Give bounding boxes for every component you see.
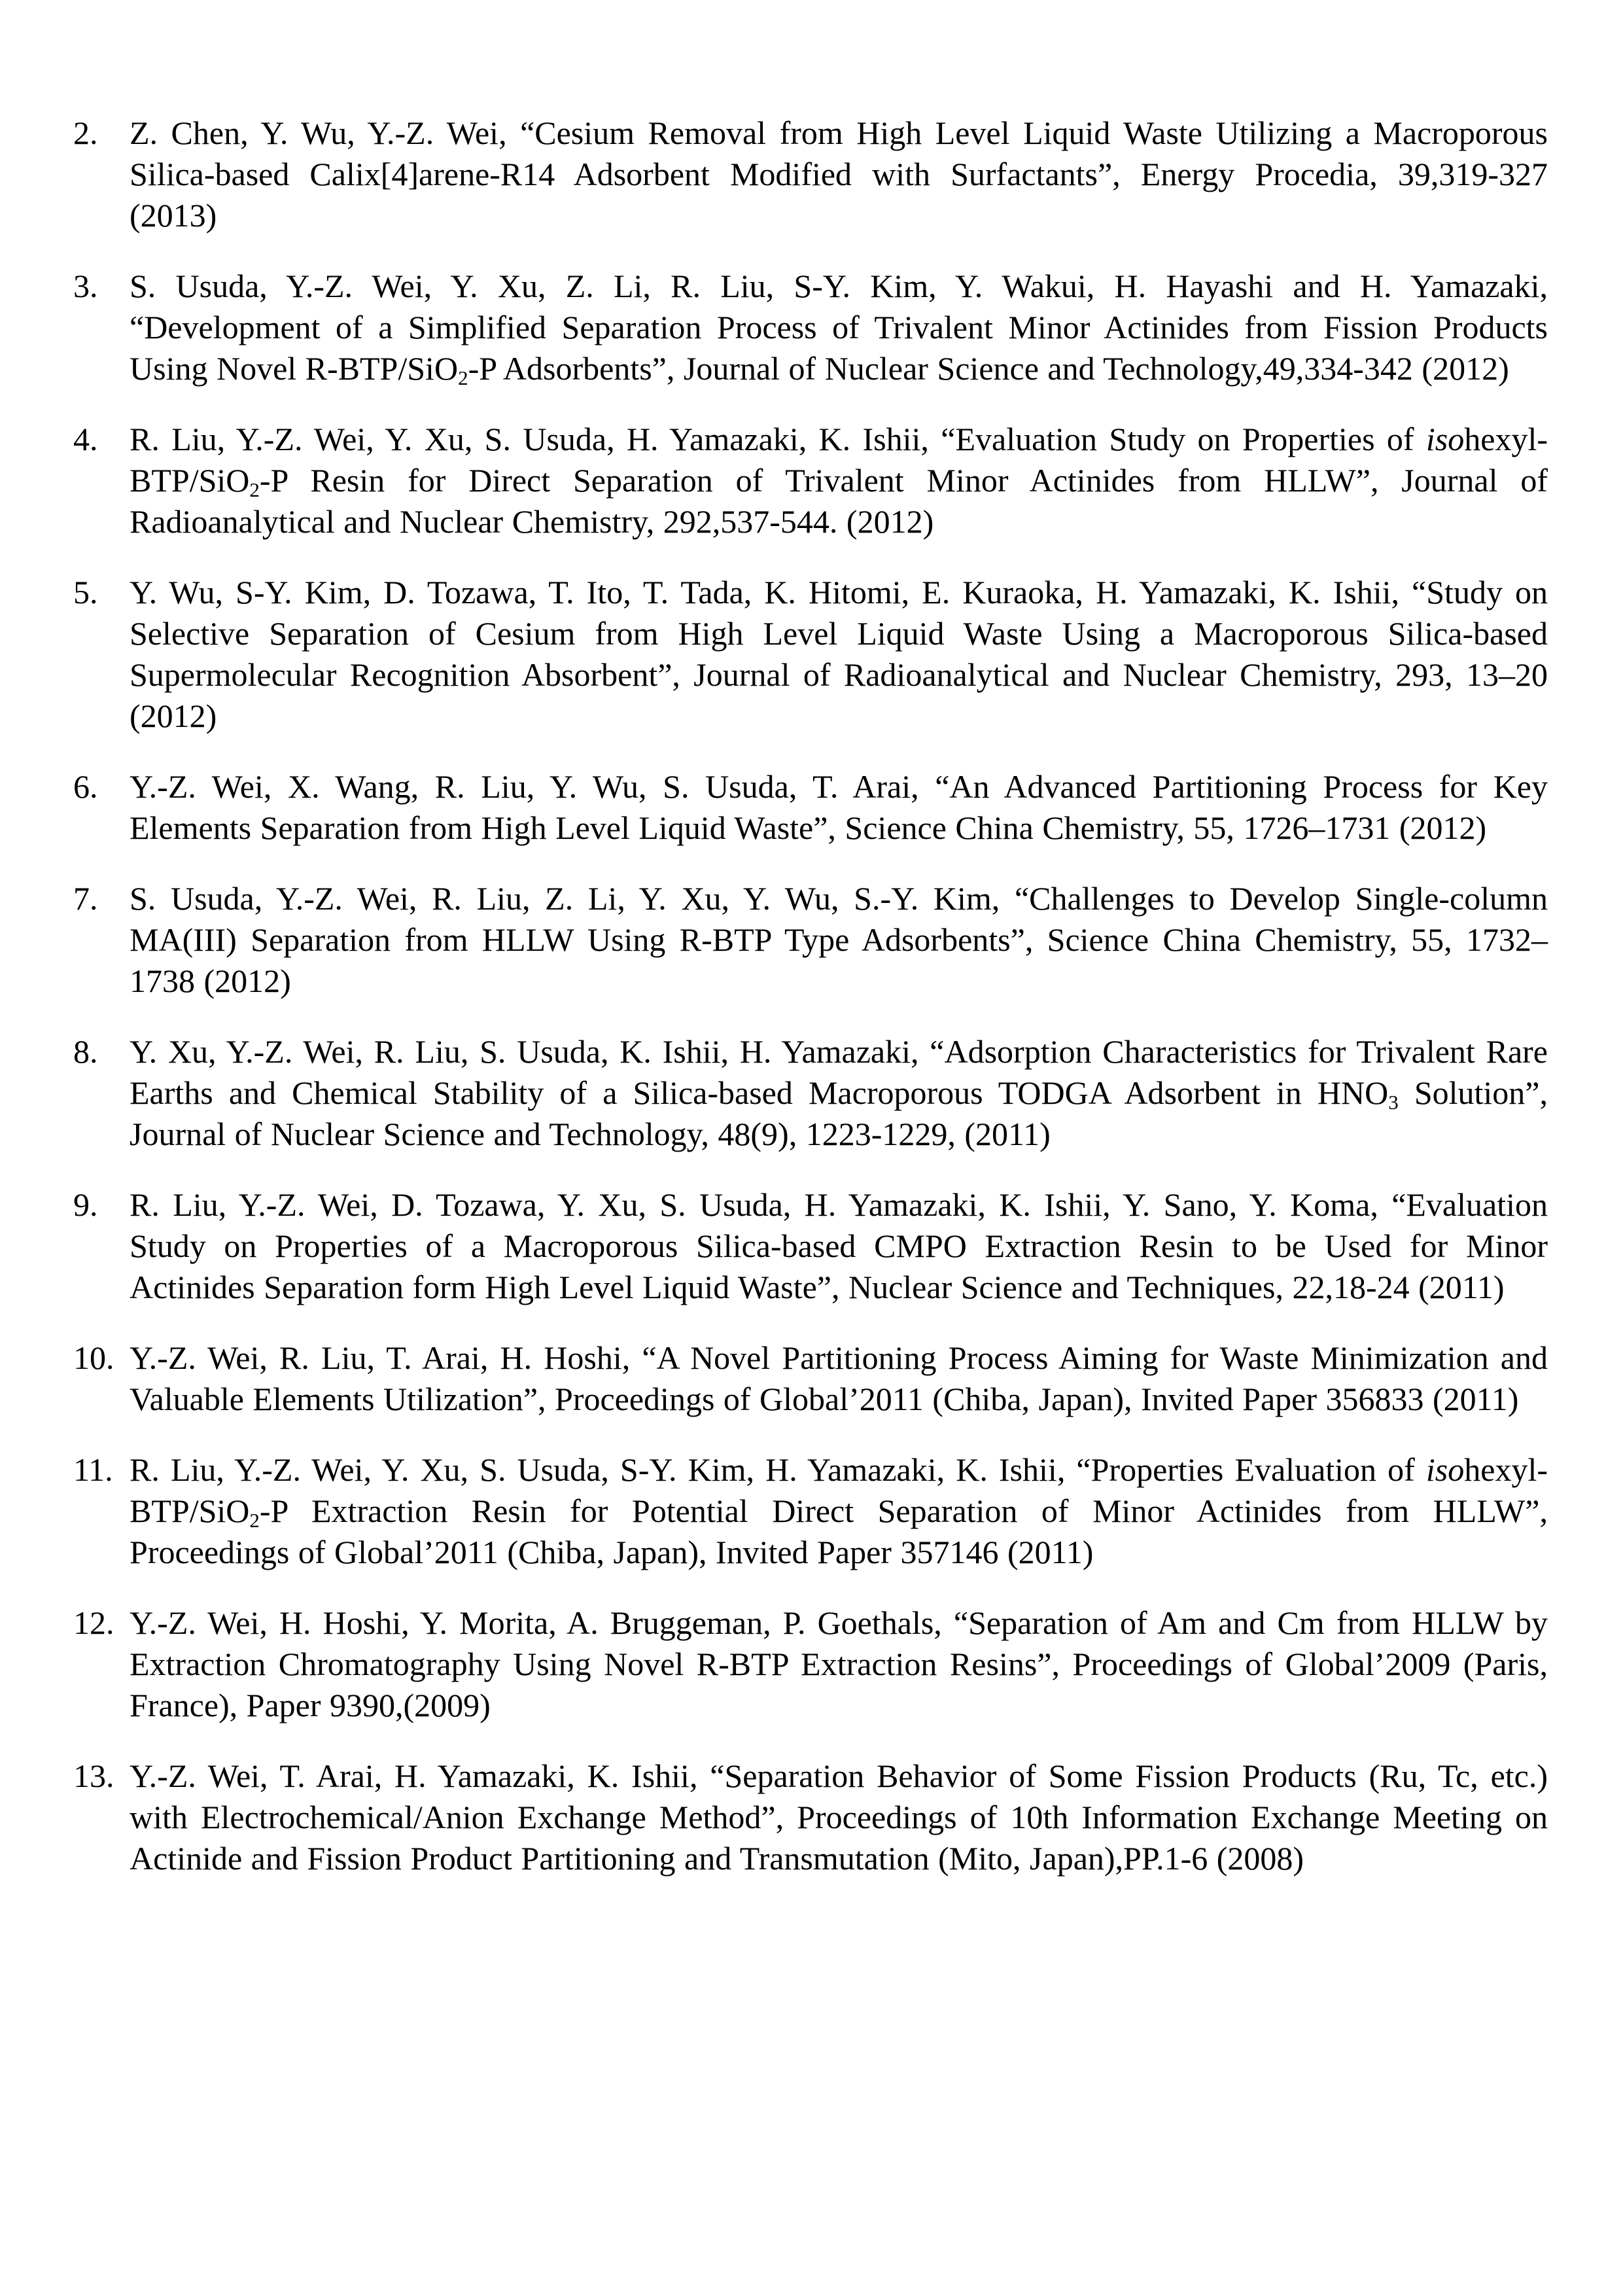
reference-text xyxy=(130,1757,1548,1877)
reference-item xyxy=(73,572,1548,737)
reference-number: 3. xyxy=(73,268,98,304)
text-segment: R. Liu, Y.-Z. Wei, Y. Xu, S. Usuda, H. Yamazaki, K. Ishii, “Evaluation Study on Properties of xyxy=(130,421,1426,457)
reference-number: 4. xyxy=(73,421,98,457)
reference-text xyxy=(130,1451,1548,1570)
reference-text xyxy=(130,268,1548,387)
reference-item xyxy=(73,878,1548,1002)
text-segment: hexyl-BTP/SiO xyxy=(130,1451,1548,1529)
reference-item xyxy=(73,266,1548,389)
reference-number: 12. xyxy=(73,1604,114,1641)
reference-text xyxy=(130,115,1548,234)
reference-item xyxy=(73,1337,1548,1420)
text-segment: Y. Wu, S-Y. Kim, D. Tozawa, T. Ito, T. Tada, K. Hitomi, E. Kuraoka, H. Yamazaki, K. Ishii, “Study on Selective Separation of Cesium from High Level Liquid Waste Using a Macroporous Silica-based Supermolecular Recognition Absorbent”, Journal of Radioanalytical and Nuclear Chemistry, 293, 13–20 (2012) xyxy=(130,574,1548,734)
text-segment: R. Liu, Y.-Z. Wei, D. Tozawa, Y. Xu, S. Usuda, H. Yamazaki, K. Ishii, Y. Sano, Y. Koma, “Evaluation Study on Properties of a Macroporous Silica-based CMPO Extraction Resin to be Used for Minor Actinides Separation form High Level Liquid Waste”, Nuclear Science and Techniques, 22,18-24 (2011) xyxy=(130,1186,1548,1305)
reference-item xyxy=(73,113,1548,236)
reference-text xyxy=(130,574,1548,734)
reference-number: 11. xyxy=(73,1451,113,1488)
reference-item xyxy=(73,1449,1548,1573)
reference-text xyxy=(130,1186,1548,1305)
subscript-segment: 3 xyxy=(1388,1090,1399,1114)
reference-number: 13. xyxy=(73,1757,114,1794)
text-segment: Y. Xu, Y.-Z. Wei, R. Liu, S. Usuda, K. Ishii, H. Yamazaki, “Adsorption Characteristics for Trivalent Rare Earths and Chemical Stability of a Silica-based Macroporous TODGA Adsorbent in HNO xyxy=(130,1033,1548,1111)
text-segment: -P Adsorbents”, Journal of Nuclear Science and Technology,49,334-342 (2012) xyxy=(468,350,1509,387)
reference-item xyxy=(73,1602,1548,1726)
subscript-segment: 2 xyxy=(249,1508,260,1532)
reference-text xyxy=(130,880,1548,999)
text-segment: Y.-Z. Wei, R. Liu, T. Arai, H. Hoshi, “A Novel Partitioning Process Aiming for Waste Minimization and Valuable Elements Utilization”, Proceedings of Global’2011 (Chiba, Japan), Invited Paper 356833 (2011) xyxy=(130,1339,1548,1417)
reference-number: 8. xyxy=(73,1033,98,1070)
text-segment: Solution”, Journal of Nuclear Science and Technology, 48(9), 1223-1229, (2011) xyxy=(130,1074,1548,1152)
reference-list xyxy=(73,113,1548,1909)
reference-number: 9. xyxy=(73,1186,98,1223)
reference-item xyxy=(73,766,1548,849)
reference-text xyxy=(130,1339,1548,1417)
reference-number: 10. xyxy=(73,1339,114,1376)
text-segment: S. Usuda, Y.-Z. Wei, Y. Xu, Z. Li, R. Liu, S-Y. Kim, Y. Wakui, H. Hayashi and H. Yamazaki, “Development of a Simplified Separation Process of Trivalent Minor Actinides from Fission Products Using Novel R-BTP/SiO xyxy=(130,268,1548,387)
text-segment: -P Extraction Resin for Potential Direct Separation of Minor Actinides from HLLW”, Proceedings of Global’2011 (Chiba, Japan), Invited Paper 357146 (2011) xyxy=(130,1492,1548,1570)
text-segment: hexyl-BTP/SiO xyxy=(130,421,1548,499)
subscript-segment: 2 xyxy=(458,366,468,389)
reference-text xyxy=(130,768,1548,846)
reference-item xyxy=(73,1184,1548,1308)
reference-number: 6. xyxy=(73,768,98,805)
text-segment: Y.-Z. Wei, T. Arai, H. Yamazaki, K. Ishii, “Separation Behavior of Some Fission Products (Ru, Tc, etc.) with Electrochemical/Anion Exchange Method”, Proceedings of 10th Information Exchange Meeting on Actinide and Fission Product Partitioning and Transmutation (Mito, Japan),PP.1-6 (2008) xyxy=(130,1757,1548,1877)
italic-segment: iso xyxy=(1425,1451,1465,1488)
reference-item xyxy=(73,1031,1548,1155)
reference-item xyxy=(73,419,1548,542)
text-segment: Y.-Z. Wei, H. Hoshi, Y. Morita, A. Bruggeman, P. Goethals, “Separation of Am and Cm from HLLW by Extraction Chromatography Using Novel R-BTP Extraction Resins”, Proceedings of Global’2009 (Paris, France), Paper 9390,(2009) xyxy=(130,1604,1548,1723)
reference-number: 2. xyxy=(73,115,98,151)
reference-text xyxy=(130,421,1548,540)
reference-text xyxy=(130,1604,1548,1723)
reference-item xyxy=(73,1756,1548,1879)
text-segment: S. Usuda, Y.-Z. Wei, R. Liu, Z. Li, Y. Xu, Y. Wu, S.-Y. Kim, “Challenges to Develop Single-column MA(III) Separation from HLLW Using R-BTP Type Adsorbents”, Science China Chemistry, 55, 1732–1738 (2012) xyxy=(130,880,1548,999)
subscript-segment: 2 xyxy=(249,478,260,501)
text-segment: -P Resin for Direct Separation of Trivalent Minor Actinides from HLLW”, Journal of Radioanalytical and Nuclear Chemistry, 292,537-544. (2012) xyxy=(130,462,1548,540)
italic-segment: iso xyxy=(1425,421,1465,457)
reference-text xyxy=(130,1033,1548,1152)
text-segment: Y.-Z. Wei, X. Wang, R. Liu, Y. Wu, S. Usuda, T. Arai, “An Advanced Partitioning Process for Key Elements Separation from High Level Liquid Waste”, Science China Chemistry, 55, 1726–1731 (2012) xyxy=(130,768,1548,846)
text-segment: Z. Chen, Y. Wu, Y.-Z. Wei, “Cesium Removal from High Level Liquid Waste Utilizing a Macroporous Silica-based Calix[4]arene-R14 Adsorbent Modified with Surfactants”, Energy Procedia, 39,319-327 (2013) xyxy=(130,115,1548,234)
reference-number: 5. xyxy=(73,574,98,610)
reference-number: 7. xyxy=(73,880,98,917)
text-segment: R. Liu, Y.-Z. Wei, Y. Xu, S. Usuda, S-Y. Kim, H. Yamazaki, K. Ishii, “Properties Evaluation of xyxy=(130,1451,1426,1488)
